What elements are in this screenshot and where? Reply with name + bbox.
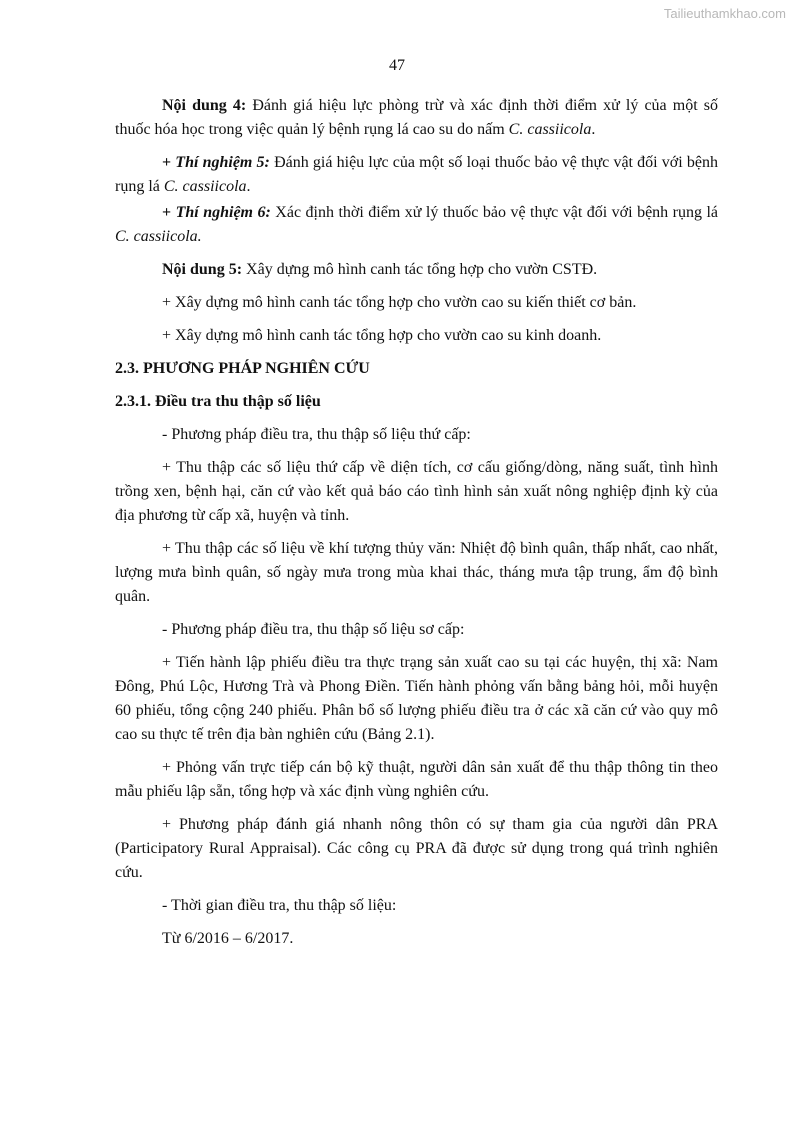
- species-name: C. cassiicola: [508, 121, 592, 138]
- content-5-item: + Xây dựng mô hình canh tác tổng hợp cho vườn cao su kinh doanh.: [162, 327, 602, 344]
- content-5-text: Xây dựng mô hình canh tác tổng hợp cho vườn CSTĐ.: [242, 261, 598, 278]
- experiment-5-end: .: [246, 178, 251, 195]
- content-5-label: Nội dung 5:: [162, 261, 243, 278]
- watermark: Tailieuthamkhao.com: [663, 6, 786, 21]
- experiment-6-label: Thí nghiệm 6:: [175, 204, 271, 221]
- content-4-label: Nội dung 4:: [162, 97, 247, 114]
- page-number: 47: [389, 57, 405, 74]
- experiment-6-prefix: +: [162, 204, 176, 221]
- content-4-paragraph: [115, 94, 718, 142]
- body-paragraph: + Phỏng vấn trực tiếp cán bộ kỹ thuật, người dân sản xuất để thu thập thông tin theo mẫu phiếu lập sẵn, tổng hợp và xác định vùng nghiên cứu.: [115, 759, 718, 800]
- experiment-6-paragraph: [115, 201, 718, 249]
- body-paragraph: + Tiến hành lập phiếu điều tra thực trạng sản xuất cao su tại các huyện, thị xã: Nam Đông, Phú Lộc, Hương Trà và Phong Điền. Tiến hành phỏng vấn bằng bảng hỏi, mỗi huyện 60 phiếu, tổng cộng 240 phiếu. Phân bổ số lượng phiếu điều tra ở các xã căn cứ vào quy mô cao su thực tế trên địa bàn nghiên cứu (Bảng 2.1).: [115, 654, 718, 743]
- body-paragraph: + Thu thập các số liệu về khí tượng thủy văn: Nhiệt độ bình quân, thấp nhất, cao nhất, lượng mưa bình quân, số ngày mưa trong mùa khai thác, tháng mưa tập trung, ẩm độ bình quân.: [115, 540, 718, 605]
- species-name: C. cassiicola.: [115, 228, 202, 245]
- content-4-text: Đánh giá hiệu lực phòng trừ và xác định thời điểm xử lý của một số thuốc hóa học trong việc quản lý bệnh rụng lá cao su do nấm: [115, 97, 718, 138]
- body-paragraph: Từ 6/2016 – 6/2017.: [162, 930, 294, 947]
- body-paragraph: - Thời gian điều tra, thu thập số liệu:: [162, 897, 397, 914]
- body-paragraph: - Phương pháp điều tra, thu thập số liệu thứ cấp:: [162, 426, 471, 443]
- experiment-5-paragraph: [115, 151, 718, 199]
- experiment-5-text: Đánh giá hiệu lực của một số loại thuốc bảo vệ thực vật đối với bệnh rụng lá: [115, 154, 718, 195]
- body-paragraph: + Phương pháp đánh giá nhanh nông thôn có sự tham gia của người dân PRA (Participatory Rural Appraisal). Các công cụ PRA đã được sử dụng trong quá trình nghiên cứu.: [115, 816, 718, 881]
- content-5-paragraph: [115, 258, 718, 282]
- content-4-end: .: [591, 121, 596, 138]
- document-body: [115, 94, 718, 960]
- experiment-6-text: Xác định thời điểm xử lý thuốc bảo vệ thực vật đối với bệnh rụng lá: [270, 204, 719, 221]
- experiment-5-label: Thí nghiệm 5:: [175, 154, 270, 171]
- content-5-item: + Xây dựng mô hình canh tác tổng hợp cho vườn cao su kiến thiết cơ bản.: [162, 294, 637, 311]
- species-name: C. cassiicola: [163, 178, 247, 195]
- experiment-5-prefix: +: [162, 154, 176, 171]
- subsection-heading: 2.3.1. Điều tra thu thập số liệu: [115, 393, 321, 410]
- body-paragraph: - Phương pháp điều tra, thu thập số liệu sơ cấp:: [162, 621, 465, 638]
- section-heading: 2.3. PHƯƠNG PHÁP NGHIÊN CỨU: [115, 360, 370, 377]
- body-paragraph: + Thu thập các số liệu thứ cấp về diện tích, cơ cấu giống/dòng, năng suất, tình hình trồng xen, bệnh hại, căn cứ vào kết quả báo cáo tình hình sản xuất nông nghiệp định kỳ của địa phương từ cấp xã, huyện và tỉnh.: [115, 459, 718, 524]
